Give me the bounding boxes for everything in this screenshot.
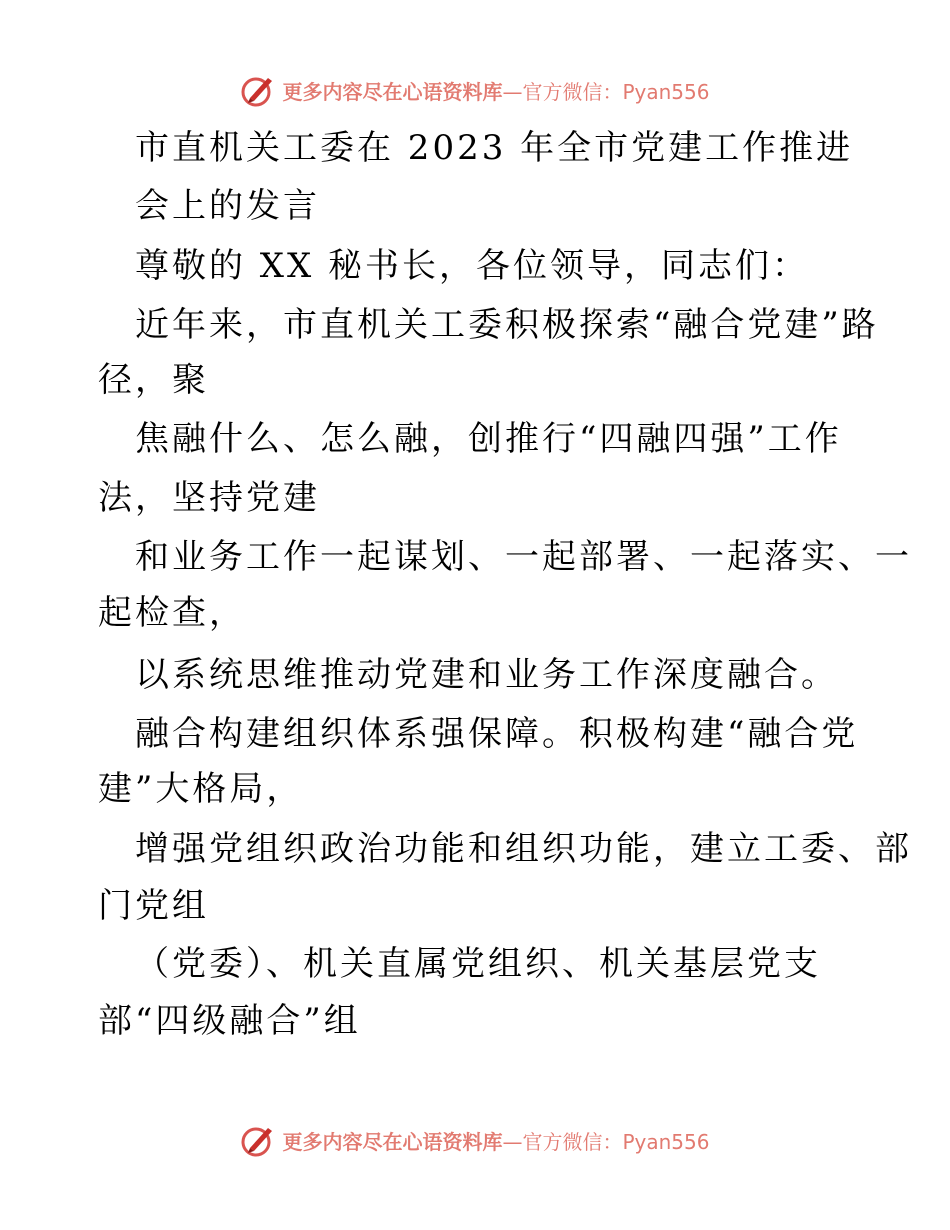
doc-line: 焦融什么、怎么融，创推行“四融四强”工作 — [135, 419, 842, 459]
watermark-top — [0, 70, 950, 110]
doc-line: 径，聚 — [98, 360, 209, 400]
doc-line: 建”大格局， — [98, 769, 304, 809]
quill-pen-logo-icon — [240, 1122, 276, 1158]
watermark-text: 更多内容尽在心语资料库—官方微信：Pyan556 — [282, 1129, 710, 1154]
doc-line: 起检查， — [98, 593, 246, 633]
watermark-text: 更多内容尽在心语资料库—官方微信：Pyan556 — [282, 79, 710, 104]
doc-title-line-2: 会上的发言 — [135, 186, 320, 226]
doc-line: 以系统思维推动党建和业务工作深度融合。 — [135, 655, 838, 695]
doc-line: 融合构建组织体系强保障。积极构建“融合党 — [135, 714, 859, 754]
doc-line: 近年来，市直机关工委积极探索“融合党建”路 — [135, 305, 879, 345]
watermark-bottom — [0, 1120, 950, 1160]
doc-line: 增强党组织政治功能和组织功能，建立工委、部 — [135, 829, 912, 869]
doc-salutation: 尊敬的 XX 秘书长，各位领导，同志们： — [135, 246, 810, 286]
doc-line: （党委）、机关直属党组织、机关基层党支 — [135, 944, 821, 984]
doc-title-line-1: 市直机关工委在 2023 年全市党建工作推进 — [135, 128, 854, 168]
doc-line: 部“四级融合”组 — [98, 1001, 361, 1041]
doc-line: 门党组 — [98, 886, 209, 926]
doc-line: 和业务工作一起谋划、一起部署、一起落实、一 — [135, 537, 912, 577]
quill-pen-logo-icon — [240, 72, 276, 108]
doc-line: 法，坚持党建 — [98, 478, 320, 518]
